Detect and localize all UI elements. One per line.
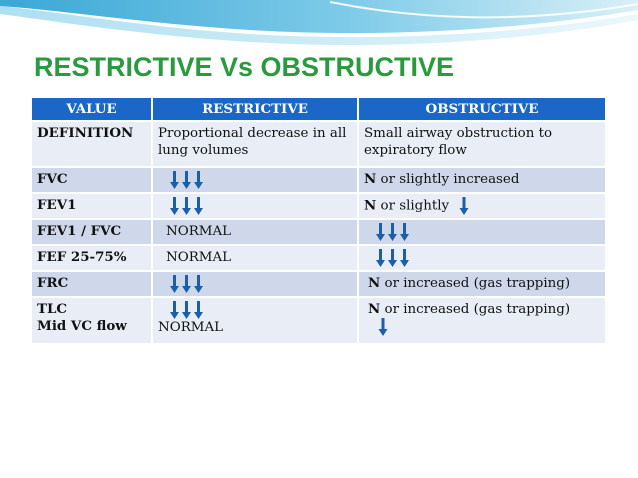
- n-marker: N: [368, 301, 381, 317]
- restrictive-text: NORMAL: [166, 224, 232, 239]
- header-restrictive: RESTRICTIVE: [152, 98, 358, 121]
- triple-down-arrow-icon: [376, 249, 410, 267]
- obstructive-cell: [358, 271, 606, 297]
- row-label: DEFINITION: [32, 121, 152, 167]
- table-row: [32, 167, 606, 193]
- obstructive-cell: [358, 297, 606, 343]
- obstructive-text: or increased (gas trapping): [380, 276, 571, 291]
- restrictive-cell: [152, 297, 358, 343]
- row-label-mid-vc-flow: Mid VC flow: [37, 318, 127, 334]
- restrictive-cell: [152, 219, 358, 245]
- triple-down-arrow-icon: [170, 197, 204, 215]
- n-marker: N: [364, 197, 377, 214]
- table-row: [32, 219, 606, 245]
- obstructive-text: or slightly increased: [376, 172, 520, 187]
- table-row: [32, 297, 606, 343]
- table-row: [32, 245, 606, 271]
- restrictive-cell: [152, 271, 358, 297]
- restrictive-cell: [152, 193, 358, 219]
- row-label-tlc: TLC: [37, 301, 68, 317]
- obstructive-cell: [358, 167, 606, 193]
- table-row: [32, 271, 606, 297]
- single-down-arrow-icon: [459, 197, 469, 215]
- obstructive-cell: [358, 193, 606, 219]
- restrictive-text: NORMAL: [166, 250, 232, 265]
- triple-down-arrow-icon: [170, 301, 204, 319]
- row-label: FEV1 / FVC: [32, 219, 152, 245]
- obstructive-cell: Small airway obstruction to expiratory flow: [358, 121, 606, 167]
- n-marker: N: [368, 275, 381, 291]
- header-value: VALUE: [32, 98, 152, 121]
- obstructive-cell: [358, 245, 606, 271]
- table-row: [32, 121, 606, 167]
- restrictive-text: NORMAL: [158, 320, 224, 335]
- row-label: [32, 297, 152, 343]
- restrictive-cell: Proportional decrease in all lung volumes: [152, 121, 358, 167]
- obstructive-text: or slightly: [376, 198, 450, 214]
- row-label: FVC: [32, 167, 152, 193]
- restrictive-cell: [152, 167, 358, 193]
- table-row: [32, 193, 606, 219]
- obstructive-text: or increased (gas trapping): [380, 302, 571, 317]
- slide-title: RESTRICTIVE Vs OBSTRUCTIVE: [34, 52, 455, 82]
- single-down-arrow-icon: [378, 318, 388, 336]
- table-header-row: [32, 98, 606, 121]
- triple-down-arrow-icon: [170, 275, 204, 293]
- triple-down-arrow-icon: [376, 223, 410, 241]
- row-label: FEF 25-75%: [32, 245, 152, 271]
- n-marker: N: [364, 171, 377, 187]
- row-label: FEV1: [32, 193, 152, 219]
- header-obstructive: OBSTRUCTIVE: [358, 98, 606, 121]
- obstructive-cell: [358, 219, 606, 245]
- triple-down-arrow-icon: [170, 171, 204, 189]
- row-label: FRC: [32, 271, 152, 297]
- restrictive-cell: [152, 245, 358, 271]
- comparison-table: [32, 98, 607, 343]
